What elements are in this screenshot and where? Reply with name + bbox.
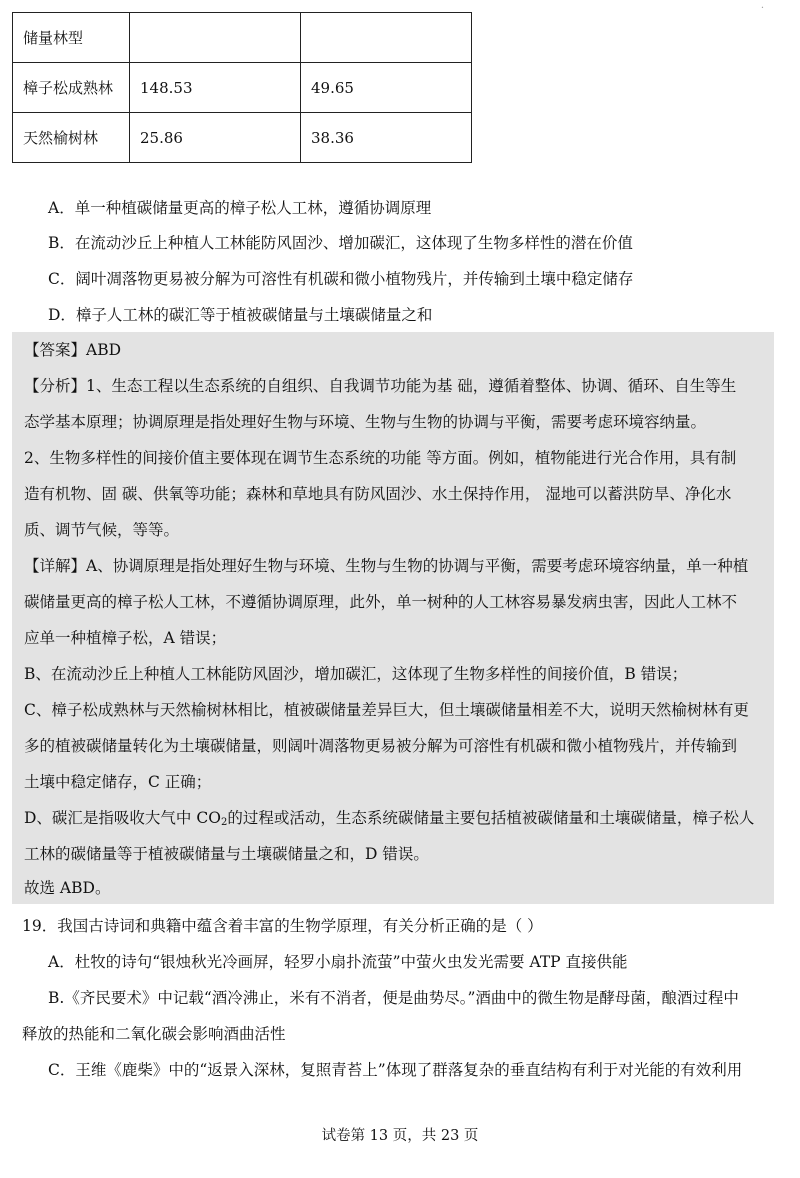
table-cell: 148.53 [130, 63, 301, 113]
detail-line: 工林的碳储量等于植被碳储量与土壤碳储量之和，D 错误。 [24, 845, 429, 863]
table-cell: 储量林型 [13, 13, 130, 63]
q19-option-c: C．王维《鹿柴》中的“返景入深林，复照青苔上”体现了群落复杂的垂直结构有利于对光能的有效利用 [48, 1061, 743, 1079]
table-cell: 49.65 [301, 63, 472, 113]
q18-option-d: D．樟子人工林的碳汇等于植被碳储量与土壤碳储量之和 [48, 306, 433, 324]
carbon-storage-table [12, 12, 472, 163]
detail-line: C、樟子松成熟林与天然榆树林相比，植被碳储量差异巨大，但土壤碳储量相差不大，说明天然榆树林有更 [24, 701, 749, 719]
table-row [13, 13, 472, 63]
table-cell: 天然榆树林 [13, 113, 130, 163]
co2-subscript: 2 [220, 817, 228, 828]
detail-line: B、在流动沙丘上种植人工林能防风固沙，增加碳汇，这体现了生物多样性的间接价值，B 错误； [24, 665, 688, 683]
q19-stem: 19．我国古诗词和典籍中蕴含着丰富的生物学原理，有关分析正确的是（ ） [22, 917, 543, 935]
detail-line: 多的植被碳储量转化为土壤碳储量，则阔叶凋落物更易被分解为可溶性有机碳和微小植物残片，并传输到 [24, 737, 738, 755]
table-row [13, 63, 472, 113]
analysis-line: 造有机物、固 碳、供氧等功能；森林和草地具有防风固沙、水土保持作用， 湿地可以蓄洪防旱、净化水 [24, 485, 732, 503]
detail-d-post: 的过程或活动，生态系统碳储量主要包括植被碳储量和土壤碳储量，樟子松人 [227, 809, 755, 827]
analysis-line: 2、生物多样性的间接价值主要体现在调节生态系统的功能 等方面。例如，植物能进行光合作用，具有制 [24, 449, 737, 467]
q19-option-b-cont: 释放的热能和二氧化碳会影响酒曲活性 [22, 1025, 286, 1043]
answer-label: 【答案】ABD [24, 341, 122, 359]
answer-box [12, 332, 774, 904]
q18-option-c: C．阔叶凋落物更易被分解为可溶性有机碳和微小植物残片，并传输到土壤中稳定储存 [48, 270, 634, 288]
table-cell: 樟子松成熟林 [13, 63, 130, 113]
analysis-line: 态学基本原理；协调原理是指处理好生物与环境、生物与生物的协调与平衡，需要考虑环境容纳量。 [24, 413, 707, 431]
detail-line: 土壤中稳定储存，C 正确； [24, 773, 212, 791]
table-row [13, 113, 472, 163]
detail-line: 【详解】A、协调原理是指处理好生物与环境、生物与生物的协调与平衡，需要考虑环境容纳量，单一种植 [24, 557, 749, 575]
q18-option-a: A．单一种植碳储量更高的樟子松人工林，遵循协调原理 [48, 199, 432, 217]
detail-d-pre: D、碳汇是指吸收大气中 CO [24, 809, 221, 827]
analysis-line: 质、调节气候，等等。 [24, 521, 180, 539]
detail-line-d [24, 808, 754, 833]
table-cell: 25.86 [130, 113, 301, 163]
corner-mark: . [760, 0, 764, 11]
conclusion: 故选 ABD。 [24, 879, 111, 897]
detail-line: 碳储量更高的樟子松人工林，不遵循协调原理，此外，单一树种的人工林容易暴发病虫害，因此人工林不 [24, 593, 738, 611]
q19-option-a: A．杜牧的诗句“银烛秋光冷画屏，轻罗小扇扑流萤”中萤火虫发光需要 ATP 直接供能 [48, 953, 628, 971]
table-cell [301, 13, 472, 63]
table-cell: 38.36 [301, 113, 472, 163]
table-cell [130, 13, 301, 63]
analysis-line: 【分析】1、生态工程以生态系统的自组织、自我调节功能为基 础，遵循着整体、协调、循环、自生等生 [24, 377, 737, 395]
q19-option-b: B.《齐民要术》中记载“酒冷沸止，米有不消者，便是曲势尽。”酒曲中的微生物是酵母菌，酿酒过程中 [48, 989, 739, 1007]
page-footer: 试卷第 13 页，共 23 页 [321, 1128, 479, 1144]
detail-line: 应单一种植樟子松，A 错误； [24, 629, 227, 647]
q18-option-b: B．在流动沙丘上种植人工林能防风固沙、增加碳汇，这体现了生物多样性的潜在价值 [48, 234, 633, 252]
